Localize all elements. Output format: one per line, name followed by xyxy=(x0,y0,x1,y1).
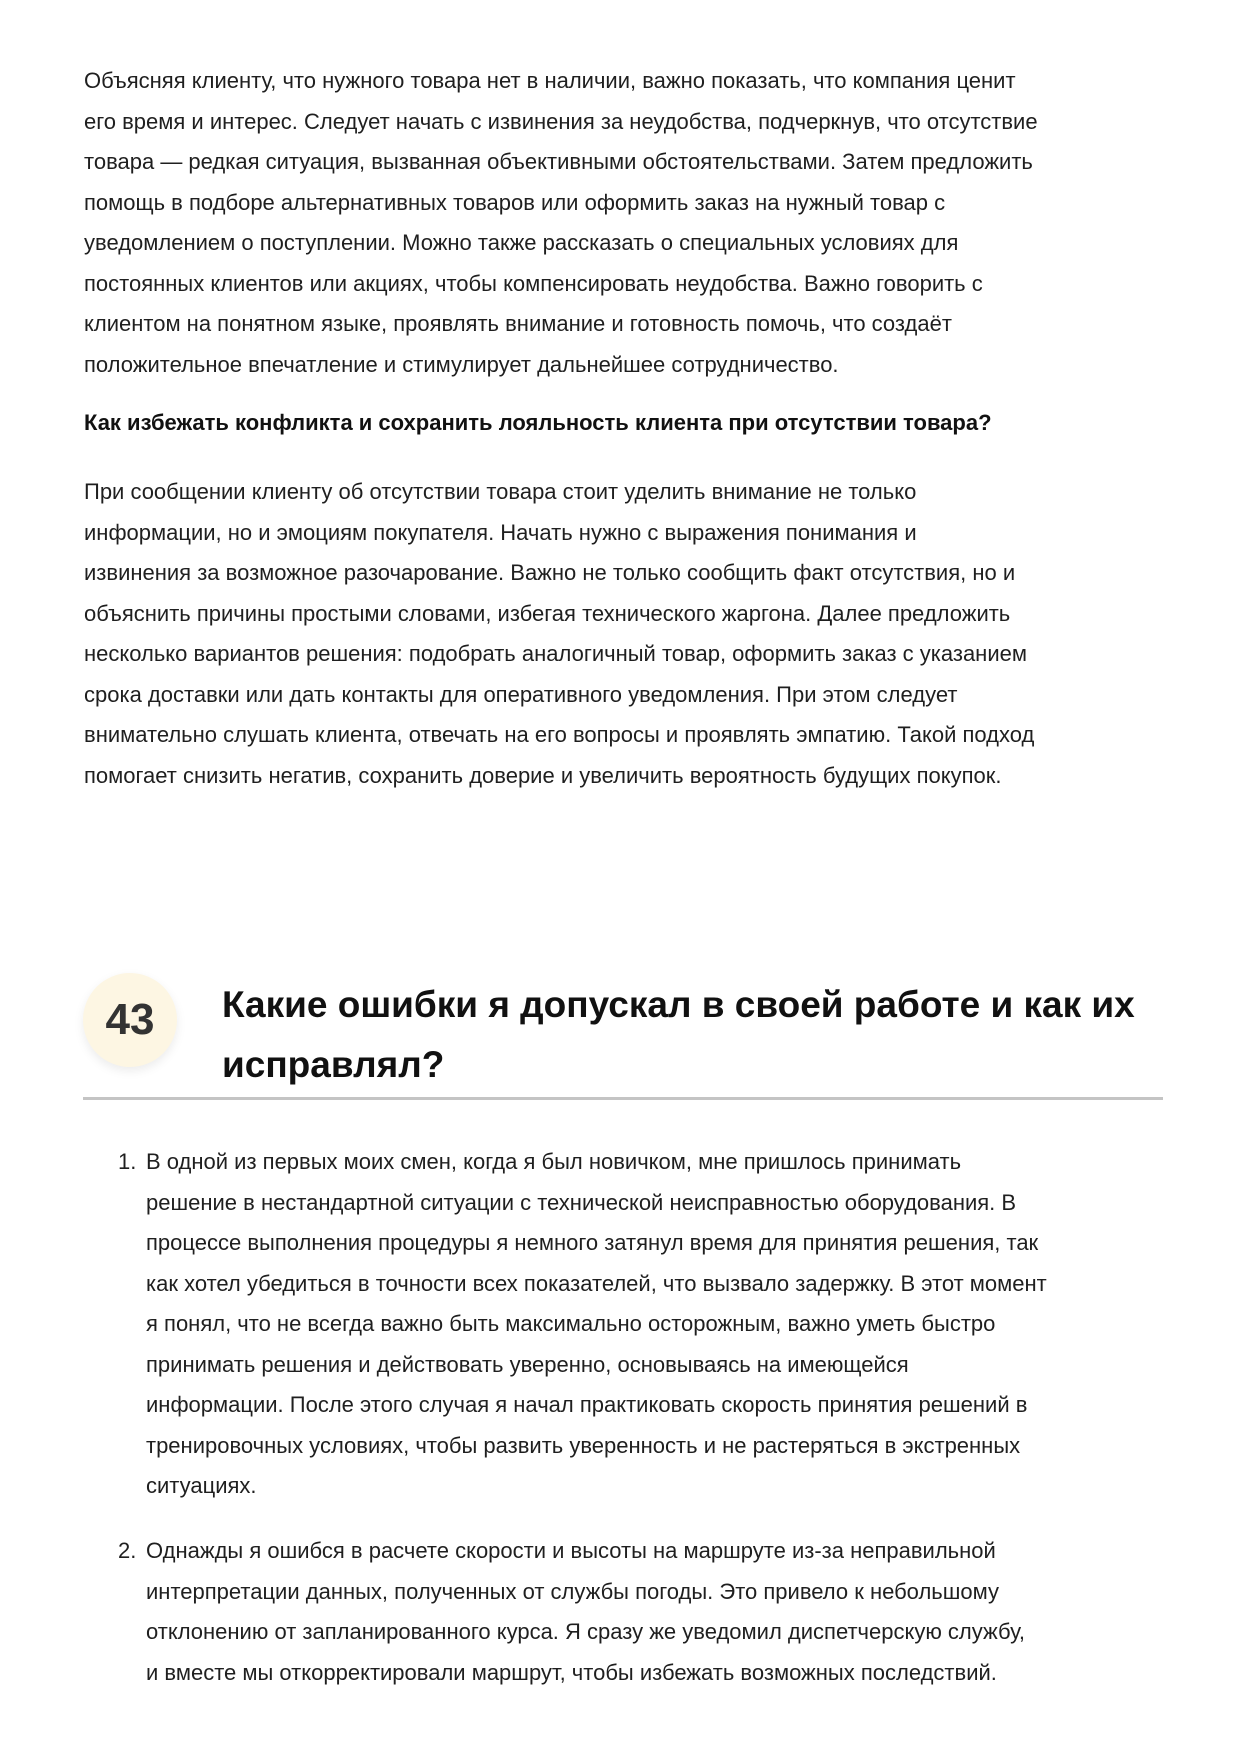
text-line: положительное впечатление и стимулирует дальнейшее сотрудничество. xyxy=(84,351,839,377)
title-line: Какие ошибки я допускал в своей работе и как их xyxy=(222,984,1135,1025)
text-line: Объясняя клиенту, что нужного товара нет в наличии, важно показать, что компания ценит xyxy=(84,68,1016,93)
text-line: постоянных клиентов или акциях, чтобы компенсировать неудобства. Важно говорить с xyxy=(84,270,983,296)
text-line: информации, но и эмоциям покупателя. Начать нужно с выражения понимания и xyxy=(84,519,917,545)
list-item xyxy=(118,1142,1047,1507)
text-line: и вместе мы откорректировали маршрут, чтобы избежать возможных последствий. xyxy=(146,1659,997,1685)
text-line: товара — редкая ситуация, вызванная объективными обстоятельствами. Затем предложить xyxy=(84,149,1033,174)
paragraph-intro xyxy=(84,61,1164,385)
text-line: отклонению от запланированного курса. Я сразу же уведомил диспетчерскую службу, xyxy=(146,1619,1026,1644)
title-line: исправлял? xyxy=(222,1044,445,1085)
text-line: решение в нестандартной ситуации с технической неисправностью оборудования. В xyxy=(146,1189,1017,1215)
text-line: объяснить причины простыми словами, избегая технического жаргона. Далее предложить xyxy=(84,600,1011,626)
section-divider xyxy=(83,1097,1163,1100)
section-number-badge: 43 xyxy=(83,973,177,1067)
text-line: срока доставки или дать контакты для оперативного уведомления. При этом следует xyxy=(84,681,958,707)
text-line: помогает снизить негатив, сохранить доверие и увеличить вероятность будущих покупок. xyxy=(84,762,1002,788)
list-marker: 2. xyxy=(118,1538,137,1563)
list-item xyxy=(118,1531,1026,1693)
list-marker: 1. xyxy=(118,1149,137,1174)
text-line: извинения за возможное разочарование. Важно не только сообщить факт отсутствия, но и xyxy=(84,560,1016,585)
text-line: процессе выполнения процедуры я немного затянул время для принятия решения, так xyxy=(146,1230,1039,1255)
text-line: я понял, что не всегда важно быть максимально осторожным, важно уметь быстро xyxy=(146,1311,996,1336)
subheading: Как избежать конфликта и сохранить лояльность клиента при отсутствии товара? xyxy=(84,410,992,435)
text-line: принимать решения и действовать уверенно, основываясь на имеющейся xyxy=(146,1351,909,1377)
text-line: его время и интерес. Следует начать с извинения за неудобства, подчеркнув, что отсутствие xyxy=(84,108,1038,134)
text-line: внимательно слушать клиента, отвечать на его вопросы и проявлять эмпатию. Такой подход xyxy=(84,722,1035,747)
text-line: как хотел убедиться в точности всех показателей, что вызвало задержку. В этот момент xyxy=(146,1270,1047,1296)
text-line: При сообщении клиенту об отсутствии товара стоит уделить внимание не только xyxy=(84,479,917,504)
text-line: уведомлением о поступлении. Можно также рассказать о специальных условиях для xyxy=(84,230,959,255)
text-line: помощь в подборе альтернативных товаров или оформить заказ на нужный товар с xyxy=(84,189,946,215)
text-line: тренировочных условиях, чтобы развить уверенность и не растеряться в экстренных xyxy=(146,1432,1021,1458)
text-line: интерпретации данных, полученных от службы погоды. Это привело к небольшому xyxy=(146,1578,999,1604)
text-line: ситуациях. xyxy=(146,1473,257,1498)
text-line: несколько вариантов решения: подобрать аналогичный товар, оформить заказ с указанием xyxy=(84,641,1027,666)
text-line: В одной из первых моих смен, когда я был новичком, мне пришлось принимать xyxy=(146,1149,962,1174)
text-line: Однажды я ошибся в расчете скорости и высоты на маршруте из-за неправильной xyxy=(146,1538,996,1563)
section-title xyxy=(222,975,1135,1095)
text-line: информации. После этого случая я начал практиковать скорость принятия решений в xyxy=(146,1392,1028,1417)
text-line: клиентом на понятном языке, проявлять внимание и готовность помочь, что создаёт xyxy=(84,311,952,336)
paragraph-conflict xyxy=(84,472,1164,796)
